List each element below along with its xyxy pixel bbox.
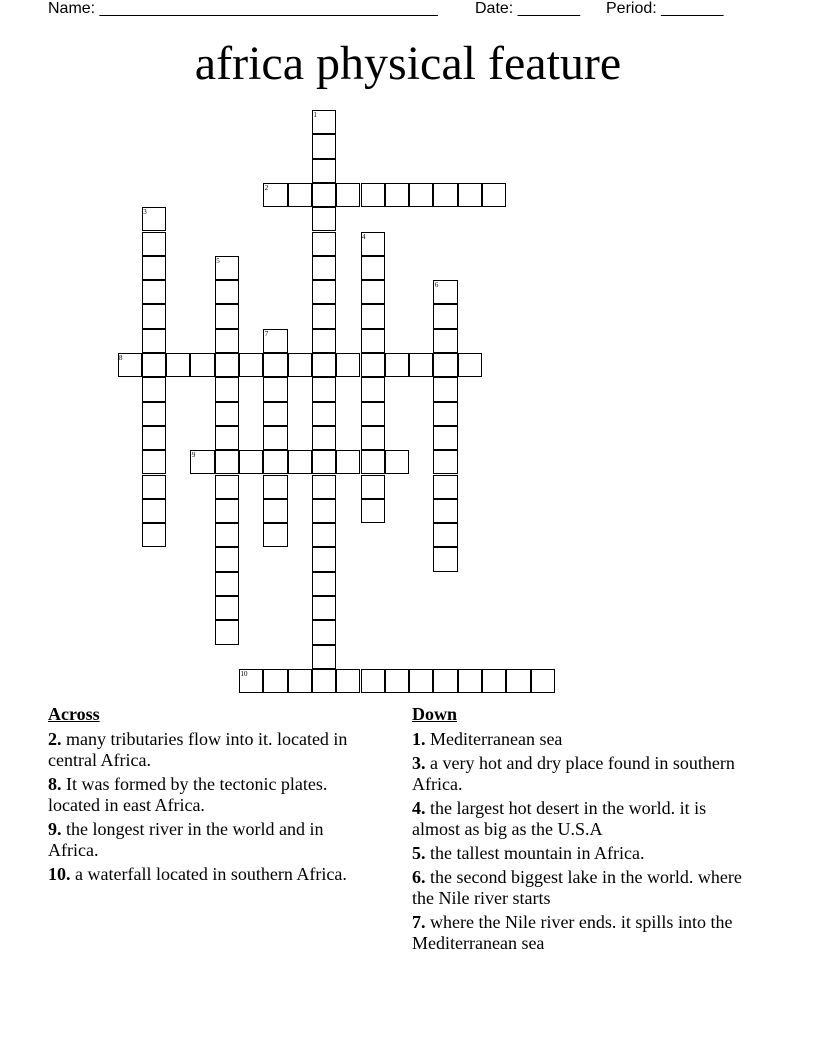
- across-clue: [48, 729, 368, 771]
- crossword-cell[interactable]: [288, 353, 312, 377]
- clue-number-label: 9: [191, 451, 196, 460]
- crossword-cell[interactable]: [361, 183, 385, 207]
- date-field-label[interactable]: Date: _______: [475, 0, 580, 17]
- clue-text: a very hot and dry place found in southern Africa.: [412, 753, 735, 794]
- crossword-cell[interactable]: [506, 669, 530, 693]
- clue-text: It was formed by the tectonic plates. located in east Africa.: [48, 774, 328, 815]
- clue-text: where the Nile river ends. it spills into the Mediterranean sea: [412, 912, 733, 953]
- crossword-cell[interactable]: [312, 620, 336, 644]
- across-clue: [48, 774, 368, 816]
- crossword-cell[interactable]: [336, 669, 360, 693]
- crossword-cell[interactable]: [433, 329, 457, 353]
- crossword-cell[interactable]: [312, 377, 336, 401]
- crossword-cell[interactable]: [433, 402, 457, 426]
- crossword-cell[interactable]: [142, 353, 166, 377]
- crossword-cell[interactable]: [433, 183, 457, 207]
- clue-number: 2.: [48, 729, 62, 749]
- down-clue: [412, 729, 742, 750]
- crossword-cell[interactable]: [215, 596, 239, 620]
- crossword-cell[interactable]: [482, 669, 506, 693]
- clue-number-label: 2: [264, 183, 269, 192]
- across-clue: [48, 864, 368, 885]
- clue-text: a waterfall located in southern Africa.: [70, 864, 347, 884]
- clue-number: 4.: [412, 798, 426, 818]
- crossword-cell[interactable]: [142, 329, 166, 353]
- crossword-cell[interactable]: [361, 280, 385, 304]
- crossword-cell[interactable]: [361, 475, 385, 499]
- crossword-cell[interactable]: [458, 669, 482, 693]
- clue-number: 10.: [48, 864, 71, 884]
- clue-text: Mediterranean sea: [425, 729, 563, 749]
- down-clue: [412, 912, 742, 954]
- crossword-cell[interactable]: [409, 353, 433, 377]
- crossword-cell[interactable]: [361, 426, 385, 450]
- crossword-cell[interactable]: [215, 450, 239, 474]
- crossword-cell[interactable]: [142, 499, 166, 523]
- crossword-cell[interactable]: [433, 547, 457, 571]
- crossword-cell[interactable]: [482, 183, 506, 207]
- crossword-cell[interactable]: [142, 256, 166, 280]
- down-clue: [412, 753, 742, 795]
- crossword-cell[interactable]: [433, 426, 457, 450]
- crossword-cell[interactable]: [385, 669, 409, 693]
- across-clue-list: [48, 729, 368, 885]
- crossword-cell[interactable]: [361, 377, 385, 401]
- crossword-cell[interactable]: [433, 450, 457, 474]
- name-field-label[interactable]: Name: ______________________________________: [48, 0, 438, 17]
- crossword-cell[interactable]: [361, 304, 385, 328]
- crossword-cell[interactable]: [312, 450, 336, 474]
- crossword-cell[interactable]: [215, 523, 239, 547]
- crossword-cell[interactable]: [263, 377, 287, 401]
- crossword-cell[interactable]: [361, 256, 385, 280]
- crossword-cell[interactable]: [312, 353, 336, 377]
- crossword-cell[interactable]: [263, 402, 287, 426]
- clue-number: 1.: [412, 729, 426, 749]
- crossword-cell[interactable]: [336, 450, 360, 474]
- crossword-cell[interactable]: [361, 669, 385, 693]
- crossword-cell[interactable]: [215, 620, 239, 644]
- crossword-cell[interactable]: [312, 159, 336, 183]
- crossword-cell[interactable]: [215, 426, 239, 450]
- crossword-cell[interactable]: [142, 232, 166, 256]
- crossword-cell[interactable]: [433, 377, 457, 401]
- clue-number: 8.: [48, 774, 62, 794]
- crossword-cell[interactable]: [433, 499, 457, 523]
- crossword-cell[interactable]: [531, 669, 555, 693]
- crossword-cell[interactable]: [458, 183, 482, 207]
- crossword-cell[interactable]: [215, 304, 239, 328]
- crossword-cell[interactable]: [215, 280, 239, 304]
- crossword-cell[interactable]: [288, 183, 312, 207]
- crossword-cell[interactable]: [336, 353, 360, 377]
- clue-text: many tributaries flow into it. located in central Africa.: [48, 729, 348, 770]
- crossword-cell[interactable]: [409, 183, 433, 207]
- crossword-cell[interactable]: [361, 353, 385, 377]
- crossword-cell[interactable]: [215, 499, 239, 523]
- crossword-cell[interactable]: [239, 353, 263, 377]
- crossword-cell[interactable]: [215, 377, 239, 401]
- crossword-cell[interactable]: [142, 280, 166, 304]
- crossword-cell[interactable]: [361, 450, 385, 474]
- down-clue-list: [412, 729, 742, 954]
- across-heading: Across: [48, 704, 100, 724]
- clue-text: the second biggest lake in the world. where the Nile river starts: [412, 867, 742, 908]
- clue-number: 3.: [412, 753, 426, 773]
- clue-number: 7.: [412, 912, 426, 932]
- crossword-cell[interactable]: [215, 572, 239, 596]
- crossword-cell[interactable]: [312, 547, 336, 571]
- clue-number-label: 3: [143, 208, 147, 217]
- crossword-cell[interactable]: [361, 402, 385, 426]
- crossword-cell[interactable]: [215, 475, 239, 499]
- crossword-cell[interactable]: [312, 402, 336, 426]
- crossword-cell[interactable]: [361, 499, 385, 523]
- crossword-cell[interactable]: [433, 353, 457, 377]
- crossword-cell[interactable]: [263, 523, 287, 547]
- crossword-cell[interactable]: [312, 596, 336, 620]
- clue-number-label: 1: [313, 111, 317, 119]
- crossword-cell[interactable]: [263, 426, 287, 450]
- crossword-cell[interactable]: [263, 353, 287, 377]
- crossword-cell[interactable]: [215, 547, 239, 571]
- crossword-cell[interactable]: [263, 669, 287, 693]
- crossword-cell[interactable]: [433, 523, 457, 547]
- down-clue: [412, 843, 742, 864]
- crossword-cell[interactable]: [312, 523, 336, 547]
- crossword-cell[interactable]: [166, 353, 190, 377]
- crossword-cell[interactable]: [142, 402, 166, 426]
- crossword-cell[interactable]: [312, 256, 336, 280]
- clue-number: 9.: [48, 819, 62, 839]
- clue-number-label: 6: [434, 281, 439, 290]
- crossword-cell[interactable]: [142, 304, 166, 328]
- clue-number-label: 4: [362, 232, 366, 241]
- crossword-cell[interactable]: [361, 329, 385, 353]
- down-heading: Down: [412, 704, 458, 724]
- crossword-cell[interactable]: [312, 669, 336, 693]
- crossword-cell[interactable]: [142, 450, 166, 474]
- crossword-cell[interactable]: [288, 669, 312, 693]
- crossword-cell[interactable]: [215, 329, 239, 353]
- crossword-cell[interactable]: [312, 232, 336, 256]
- crossword-cell[interactable]: [215, 402, 239, 426]
- crossword-cell[interactable]: [263, 499, 287, 523]
- clue-text: the largest hot desert in the world. it is almost as big as the U.S.A: [412, 798, 707, 839]
- crossword-cell[interactable]: [312, 645, 336, 669]
- down-clues: [412, 703, 742, 957]
- crossword-cell[interactable]: [142, 475, 166, 499]
- crossword-cell[interactable]: [263, 450, 287, 474]
- clue-number-label: 5: [216, 256, 220, 265]
- crossword-cell[interactable]: [142, 377, 166, 401]
- crossword-cell[interactable]: [312, 280, 336, 304]
- clue-number-label: 7: [264, 329, 269, 338]
- clue-number-label: 8: [119, 354, 123, 362]
- crossword-cell[interactable]: [142, 426, 166, 450]
- across-clues: [48, 703, 368, 888]
- crossword-cell[interactable]: [239, 450, 263, 474]
- crossword-cell[interactable]: [312, 304, 336, 328]
- crossword-cell[interactable]: [215, 353, 239, 377]
- crossword-cell[interactable]: [263, 475, 287, 499]
- crossword-cell[interactable]: [288, 450, 312, 474]
- crossword-cell[interactable]: [142, 523, 166, 547]
- crossword-cell[interactable]: [312, 475, 336, 499]
- crossword-cell[interactable]: [312, 207, 336, 231]
- crossword-cell[interactable]: [433, 304, 457, 328]
- down-clue: [412, 867, 742, 909]
- crossword-cell[interactable]: [190, 353, 214, 377]
- crossword-cell[interactable]: [336, 183, 360, 207]
- period-field-label[interactable]: Period: _______: [606, 0, 724, 17]
- crossword-cell[interactable]: [312, 134, 336, 158]
- crossword-cell[interactable]: [312, 183, 336, 207]
- clue-number: 6.: [412, 867, 426, 887]
- crossword-cell[interactable]: [312, 499, 336, 523]
- crossword-cell[interactable]: [312, 572, 336, 596]
- clue-text: the tallest mountain in Africa.: [425, 843, 645, 863]
- down-clue: [412, 798, 742, 840]
- crossword-cell[interactable]: [409, 669, 433, 693]
- across-clue: [48, 819, 368, 861]
- crossword-cell[interactable]: [433, 669, 457, 693]
- crossword-cell[interactable]: [433, 475, 457, 499]
- crossword-cell[interactable]: [385, 353, 409, 377]
- crossword-cell[interactable]: [458, 353, 482, 377]
- crossword-cell[interactable]: [312, 329, 336, 353]
- page-title: africa physical feature: [194, 37, 622, 90]
- clue-number: 5.: [412, 843, 426, 863]
- clue-number-label: 10: [240, 669, 248, 678]
- clue-text: the longest river in the world and in Africa.: [48, 819, 324, 860]
- crossword-cell[interactable]: [312, 426, 336, 450]
- crossword-cell[interactable]: [385, 450, 409, 474]
- crossword-cell[interactable]: [385, 183, 409, 207]
